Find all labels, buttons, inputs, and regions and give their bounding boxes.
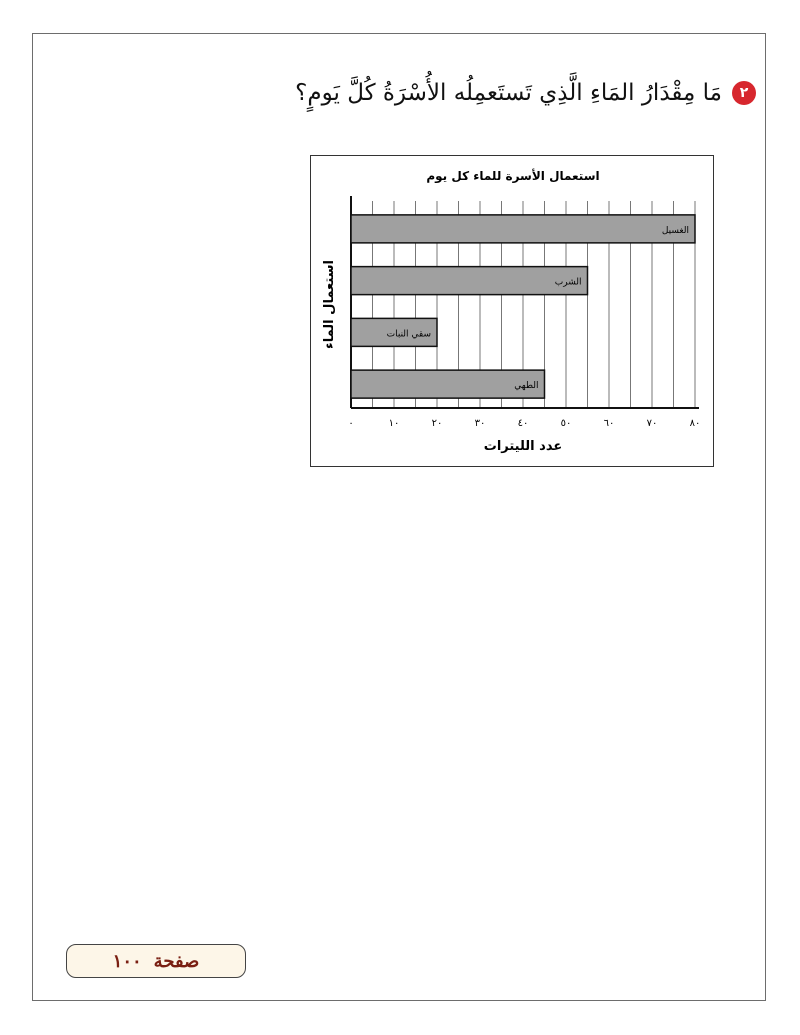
x-tick-label: ٢٠ [431, 418, 443, 429]
x-tick-label: ٨٠ [689, 418, 701, 429]
x-tick-label: ٧٠ [646, 418, 658, 429]
bar-2 [351, 267, 588, 295]
bar-1 [351, 215, 695, 243]
x-tick-label: ٤٠ [517, 418, 529, 429]
question-number-badge: ٢ [732, 81, 756, 105]
question [295, 80, 756, 106]
page-number-tag [66, 944, 246, 978]
page-label: صفحة [153, 950, 200, 972]
bar-label-2: الشرب [554, 277, 582, 288]
bar-label-1: الغسيل [661, 225, 689, 236]
chart-title: استعمال الأسرة للماء كل يوم [426, 169, 600, 183]
x-tick-label: ١٠ [388, 418, 400, 429]
y-axis-label: استعمال الماء [322, 260, 337, 349]
question-text: مَا مِقْدَارُ المَاءِ الَّذِي تَستَعمِلُه الأُسْرَةُ كُلَّ يَومٍ؟ [295, 80, 722, 106]
x-tick-label: ٦٠ [603, 418, 615, 429]
bar-chart [311, 156, 715, 468]
bar-label-3: سقي النبات [386, 329, 431, 340]
x-tick-label: ٠ [348, 418, 354, 429]
x-tick-label: ٣٠ [474, 418, 486, 429]
x-tick-label: ٥٠ [560, 418, 572, 429]
chart-container [310, 155, 714, 467]
page-number: ١٠٠ [112, 950, 142, 972]
bar-label-4: الطهي [514, 381, 539, 392]
x-axis-label: عدد الليترات [483, 439, 563, 454]
